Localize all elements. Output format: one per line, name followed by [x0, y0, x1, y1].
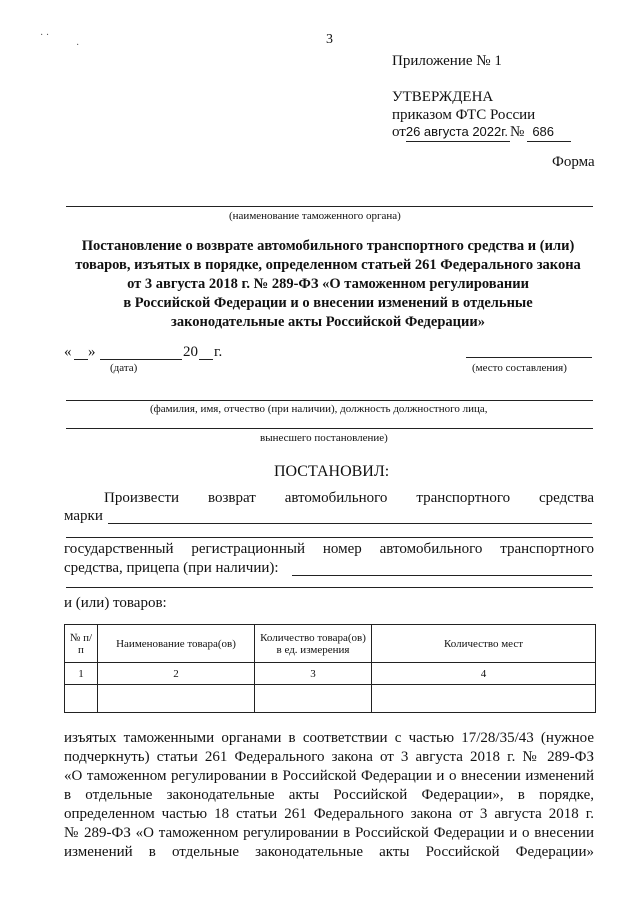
paragraph-line: «О таможенном регулировании в Российской Федерации и о внесении изменений: [64, 768, 594, 784]
year-blank: [199, 359, 213, 360]
word: регистрационный: [191, 541, 305, 557]
date-close-quote: »: [88, 344, 96, 360]
table-header-row: [65, 625, 596, 663]
brand-blank: [108, 523, 592, 524]
paragraph-line: № 289-ФЗ «О таможенном регулировании в Российской Федерации и о внесении: [64, 825, 594, 841]
word: возврат: [207, 490, 256, 506]
table-number-row: [65, 663, 596, 685]
word: средства: [539, 490, 595, 506]
official-line-1: [66, 400, 593, 401]
reg-blank: [292, 575, 592, 576]
by-order-label: приказом ФТС России: [392, 107, 536, 123]
word: транспортного: [500, 541, 595, 557]
table-header-cell: Наименование товара(ов): [98, 625, 255, 663]
goods-label: и (или) товаров:: [64, 595, 167, 611]
customs-body-line: [66, 206, 593, 207]
paragraph-line: подчеркнуть) статьи 261 Федерального закона от 3 августа 2018 г. № 289-ФЗ: [64, 749, 594, 765]
number-prefix: №: [510, 124, 525, 140]
approval-number: 686: [532, 124, 555, 139]
year-suffix: г.: [214, 344, 223, 360]
table-cell: 1: [65, 663, 98, 685]
date-open-quote: «: [64, 344, 72, 360]
table-cell[interactable]: [65, 685, 98, 713]
reg-line: [64, 541, 594, 558]
approval-date-line: [392, 124, 554, 141]
reg-line-2: средства, прицепа (при наличии):: [64, 560, 279, 576]
approval-number-underline: [527, 141, 571, 142]
table-cell[interactable]: [98, 685, 255, 713]
word: государственный: [64, 541, 174, 557]
title-line: от 3 августа 2018 г. № 289-ФЗ «О таможенном регулировании: [127, 276, 529, 292]
return-line: [104, 490, 594, 507]
year-prefix: 20: [183, 344, 198, 360]
customs-body-caption: (наименование таможенного органа): [229, 210, 401, 222]
table-header-cell: Количество мест: [372, 625, 596, 663]
title-line: Постановление о возврате автомобильного транспортного средства и (или): [81, 238, 575, 254]
day-blank: [74, 359, 88, 360]
place-caption: (место составления): [472, 362, 567, 374]
approved-label: УТВЕРЖДЕНА: [392, 89, 494, 105]
official-caption-1: (фамилия, имя, отчество (при наличии), должность должностного лица,: [150, 403, 488, 415]
official-line-2: [66, 428, 593, 429]
table-row: [65, 685, 596, 713]
word: Произвести: [104, 490, 180, 506]
resolved-heading: ПОСТАНОВИЛ:: [274, 463, 390, 480]
from-prefix: от: [392, 124, 406, 140]
goods-table: [64, 624, 596, 713]
document-title: [40, 237, 616, 332]
title-line: в Российской Федерации и о внесении изменений в отдельные: [123, 295, 533, 311]
table-cell: 3: [255, 663, 372, 685]
title-line: законодательные акты Российской Федерации»: [171, 314, 485, 330]
word: автомобильного: [284, 490, 388, 506]
table-header-cell: Количество товара(ов) в ед. измерения: [255, 625, 372, 663]
table-cell: 2: [98, 663, 255, 685]
scan-speck: · ·: [40, 30, 50, 41]
approval-date: 26 августа 2022г.: [405, 124, 508, 139]
table-cell[interactable]: [372, 685, 596, 713]
place-blank: [466, 357, 592, 358]
paragraph-line: изменений в отдельные законодательные акты Российской Федерации»: [64, 844, 594, 860]
word: номер: [322, 541, 362, 557]
paragraph-line: в отдельные законодательные акты Российской Федерации», в порядке,: [64, 787, 594, 803]
scan-speck: ·: [76, 40, 80, 51]
page-number: 3: [326, 32, 333, 47]
form-label: Форма: [552, 154, 595, 170]
word: транспортного: [416, 490, 511, 506]
brand-label: марки: [64, 508, 103, 524]
table-cell: 4: [372, 663, 596, 685]
month-blank: [100, 359, 182, 360]
appendix-label: Приложение № 1: [392, 53, 502, 69]
official-caption-2: вынесшего постановление): [260, 432, 388, 444]
table-header-cell: № п/п: [65, 625, 98, 663]
date-caption: (дата): [110, 362, 138, 374]
approval-date-underline: [406, 141, 510, 142]
brand-blank-2: [66, 537, 593, 538]
word: автомобильного: [379, 541, 483, 557]
table-cell[interactable]: [255, 685, 372, 713]
paragraph-line: определенном частью 18 статьи 261 Федерального закона от 3 августа 2018 г.: [64, 806, 594, 822]
title-line: товаров, изъятых в порядке, определенном статьей 261 Федерального закона: [75, 257, 581, 273]
paragraph-line: изъятых таможенными органами в соответствии с частью 17/28/35/43 (нужное: [64, 730, 594, 746]
reg-blank-2: [66, 587, 593, 588]
